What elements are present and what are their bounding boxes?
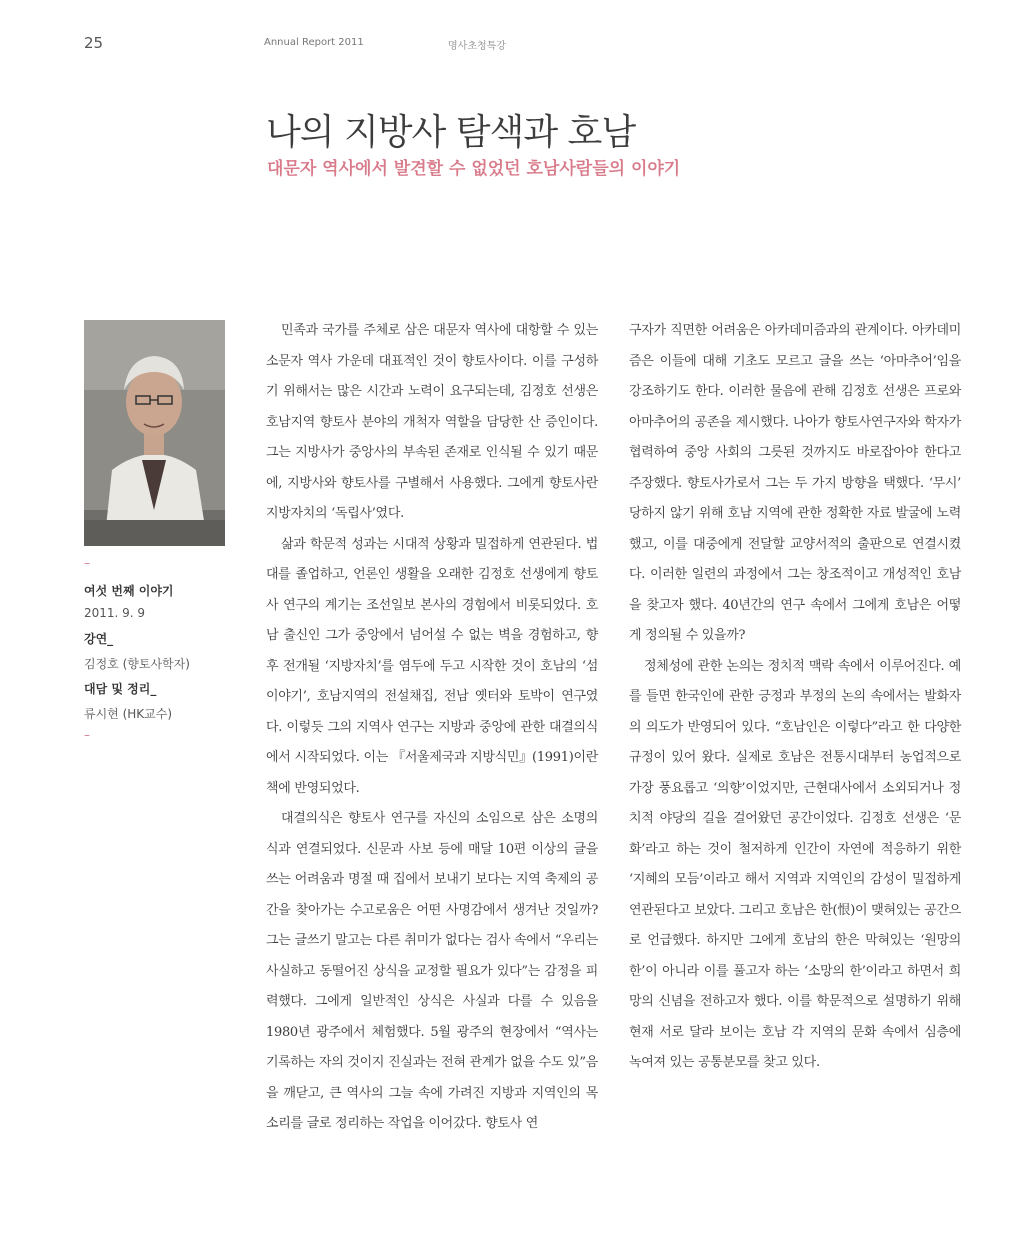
lecturer-photo (84, 320, 225, 546)
body-column-left (266, 316, 598, 1140)
body-column-right (629, 316, 961, 1079)
paragraph: 정체성에 관한 논의는 정치적 맥락 속에서 이루어진다. 예를 들면 한국인에 관한 긍정과 부정의 논의 속에서는 발화자의 의도가 반영되어 있다. “호남인은 이렇다”라고 한 다양한 규정이 있어 왔다. 실제로 호남은 전통시대부터 농업적으로 가장 풍요롭고 ‘의향’이었지만, 근현대사에서 소외되거나 정치적 야당의 길을 걸어왔던 공간이었다. 김정호 선생은 ‘문화’라고 하는 것이 철저하게 인간이 자연에 적응하기 위한 ‘지혜의 모듬’이라고 해서 지역과 지역인의 감성이 밀접하게 연관된다고 보았다. 그리고 호남은 한(恨)이 맺혀있는 공간으로 언급했다. 하지만 그에게 호남의 한은 막혀있는 ‘원망의 한’이 아니라 이를 풀고자 하는 ‘소망의 한’이라고 하면서 희망의 신념을 전하고자 했다. 이를 학문적으로 설명하기 위해 현재 서로 달라 보이는 호남 각 지역의 문화 속에서 심층에 녹여져 있는 공통분모를 찾고 있다. (629, 658, 961, 1070)
paragraph: 민족과 국가를 주체로 삼은 대문자 역사에 대항할 수 있는 소문자 역사 가운데 대표적인 것이 향토사이다. 이를 구성하기 위해서는 많은 시간과 노력이 요구되는데, 김정호 선생은 호남지역 향토사 분야의 개척자 역할을 담당한 산 증인이다. 그는 지방사가 중앙사의 부속된 존재로 인식될 수 있기 때문에, 지방사와 향토사를 구별해서 사용했다. 그에게 향토사란 지방자치의 ‘독립사’였다. (266, 323, 598, 521)
lecture-label: 강연_ (84, 632, 114, 646)
interviewer-name: 류시현 (HK교수) (84, 707, 173, 721)
report-label: Annual Report 2011 (264, 37, 364, 48)
section-label: 명사초청특강 (448, 41, 506, 52)
lecture-date: 2011. 9. 9 (84, 606, 146, 620)
paragraph: 구자가 직면한 어려움은 아카데미즘과의 관계이다. 아카데미즘은 이들에 대해 기초도 모르고 글을 쓰는 ‘아마추어’임을 강조하기도 한다. 이러한 물음에 관해 김정호 선생은 프로와 아마추어의 공존을 제시했다. 나아가 향토사연구자와 학자가 협력하여 중앙 사회의 그릇된 것까지도 바로잡아야 한다고 주장했다. 향토사가로서 그는 두 가지 방향을 택했다. ‘무시’ 당하지 않기 위해 호남 지역에 관한 정확한 자료 발굴에 노력했고, 이를 대중에게 전달할 교양서적의 출판으로 연결시켰다. 이러한 일련의 과정에서 그는 창조적이고 개성적인 호남을 찾고자 했다. 40년간의 연구 속에서 그에게 호남은 어떻게 정의될 수 있을까? (629, 323, 961, 643)
sidebar-dash-bottom: – (84, 728, 90, 742)
paragraph: 삶과 학문적 성과는 시대적 상황과 밀접하게 연관된다. 법대를 졸업하고, 언론인 생활을 오래한 김정호 선생에게 향토사 연구의 계기는 조선일보 본사의 경험에서 비롯되었다. 호남 출신인 그가 중앙에서 넘어설 수 없는 벽을 경험하고, 향후 전개될 ‘지방자치’를 염두에 두고 시작한 것이 호남의 ‘섬이야기’, 호남지역의 전설채집, 전남 옛터와 토박이 연구였다. 이렇듯 그의 지역사 연구는 지방과 중앙에 관한 대결의식에서 시작되었다. 이는 『서울제국과 지방식민』(1991)이란 책에 반영되었다. (266, 536, 598, 796)
lecture-series: 여섯 번째 이야기 (84, 584, 174, 598)
interview-label: 대담 및 정리_ (84, 682, 157, 696)
lecturer-name: 김정호 (향토사학자) (84, 657, 190, 671)
article-title: 나의 지방사 탐색과 호남 (266, 112, 636, 153)
paragraph: 대결의식은 향토사 연구를 자신의 소임으로 삼은 소명의식과 연결되었다. 신문과 사보 등에 매달 10편 이상의 글을 쓰는 어려움과 명절 때 집에서 보내기 보다는 지역 축제의 공간을 찾아가는 수고로움은 어떤 사명감에서 생겨난 것일까? 그는 글쓰기 말고는 다른 취미가 없다는 검사 속에서 “우리는 사실하고 동떨어진 상식을 교정할 필요가 있다”는 감정을 피력했다. 그에게 일반적인 상식은 사실과 다를 수 있음을 1980년 광주에서 체험했다. 5월 광주의 현장에서 “역사는 기록하는 자의 것이지 진실과는 전혀 관계가 없을 수도 있”음을 깨닫고, 큰 역사의 그늘 속에 가려진 지방과 지역인의 목소리를 글로 정리하는 작업을 이어갔다. 향토사 연 (266, 811, 598, 1131)
sidebar-dash-top: – (84, 556, 90, 570)
page-number: 25 (84, 34, 104, 52)
article-subtitle: 대문자 역사에서 발견할 수 없었던 호남사람들의 이야기 (267, 159, 681, 179)
